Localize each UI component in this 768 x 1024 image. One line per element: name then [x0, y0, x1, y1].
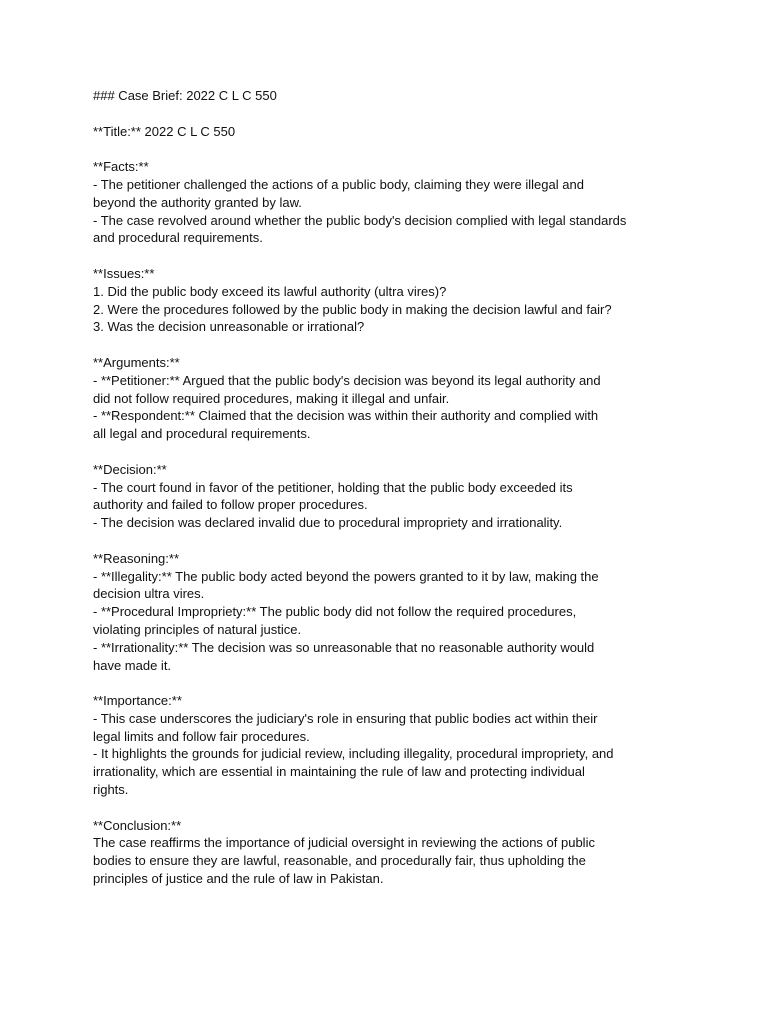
conclusion-line: principles of justice and the rule of law in Pakistan. — [93, 871, 384, 887]
section-label-importance: **Importance:** — [93, 693, 182, 709]
section-label-decision: **Decision:** — [93, 461, 167, 477]
decision-section — [93, 461, 693, 532]
facts-line: beyond the authority granted by law. — [93, 194, 302, 210]
spacer — [93, 105, 693, 123]
document-heading: ### Case Brief: 2022 C L C 550 — [93, 88, 277, 103]
importance-line: - This case underscores the judiciary's role in ensuring that public bodies act within their — [93, 710, 598, 726]
importance-line: rights. — [93, 782, 129, 798]
spacer — [93, 532, 693, 550]
reasoning-line: - **Illegality:** The public body acted beyond the powers granted to it by law, making the — [93, 568, 599, 584]
decision-line: - The court found in favor of the petitioner, holding that the public body exceeded its — [93, 479, 573, 495]
issues-line: 3. Was the decision unreasonable or irrational? — [93, 319, 365, 335]
facts-line: - The petitioner challenged the actions of a public body, claiming they were illegal and — [93, 176, 584, 192]
arguments-line: all legal and procedural requirements. — [93, 426, 311, 442]
issues-line: 2. Were the procedures followed by the public body in making the decision lawful and fair? — [93, 301, 612, 317]
decision-line: authority and failed to follow proper procedures. — [93, 497, 368, 513]
document-page — [93, 87, 693, 888]
arguments-line: did not follow required procedures, making it illegal and unfair. — [93, 390, 450, 406]
reasoning-section — [93, 550, 693, 675]
facts-line: - The case revolved around whether the public body's decision complied with legal standards — [93, 212, 627, 228]
arguments-line: - **Respondent:** Claimed that the decision was within their authority and complied with — [93, 408, 599, 424]
issues-line: 1. Did the public body exceed its lawful authority (ultra vires)? — [93, 283, 447, 299]
reasoning-line: - **Irrationality:** The decision was so unreasonable that no reasonable authority would — [93, 639, 595, 655]
section-label-conclusion: **Conclusion:** — [93, 817, 182, 833]
reasoning-line: violating principles of natural justice. — [93, 621, 302, 637]
reasoning-line: - **Procedural Impropriety:** The public body did not follow the required procedures, — [93, 604, 577, 620]
importance-line: irrationality, which are essential in maintaining the rule of law and protecting individual — [93, 764, 585, 780]
importance-line: legal limits and follow fair procedures. — [93, 728, 310, 744]
section-label-facts: **Facts:** — [93, 159, 149, 175]
section-label-reasoning: **Reasoning:** — [93, 550, 180, 566]
title-line: **Title:** 2022 C L C 550 — [93, 123, 236, 139]
spacer — [93, 443, 693, 461]
arguments-line: - **Petitioner:** Argued that the public body's decision was beyond its legal authority and — [93, 372, 601, 388]
importance-section — [93, 692, 693, 799]
conclusion-line: The case reaffirms the importance of judicial oversight in reviewing the actions of public — [93, 835, 595, 851]
decision-line: - The decision was declared invalid due to procedural impropriety and irrationality. — [93, 515, 563, 531]
issues-section — [93, 265, 693, 336]
conclusion-section — [93, 817, 693, 888]
spacer — [93, 674, 693, 692]
spacer — [93, 336, 693, 354]
reasoning-line: decision ultra vires. — [93, 586, 205, 602]
reasoning-line: have made it. — [93, 657, 172, 673]
facts-section — [93, 158, 693, 247]
spacer — [93, 799, 693, 817]
section-label-issues: **Issues:** — [93, 265, 155, 281]
section-label-arguments: **Arguments:** — [93, 354, 180, 370]
importance-line: - It highlights the grounds for judicial review, including illegality, procedural impropriety, and — [93, 746, 614, 762]
facts-line: and procedural requirements. — [93, 230, 263, 246]
conclusion-line: bodies to ensure they are lawful, reasonable, and procedurally fair, thus upholding the — [93, 853, 586, 869]
spacer — [93, 247, 693, 265]
arguments-section — [93, 354, 693, 443]
spacer — [93, 140, 693, 158]
